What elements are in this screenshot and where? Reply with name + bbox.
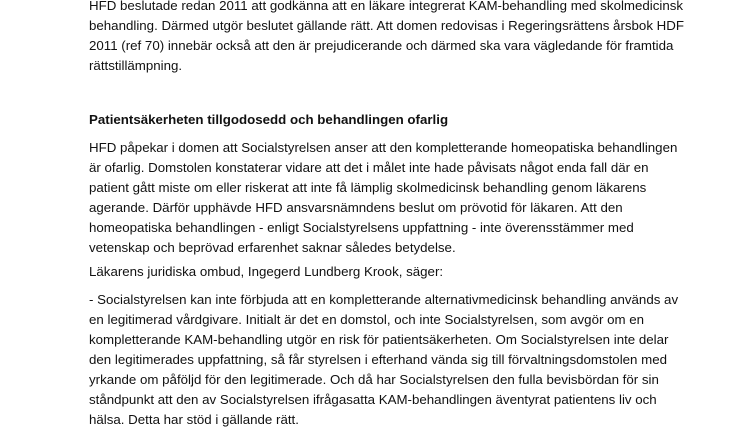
paragraph-hfd-decision (89, 0, 684, 76)
paragraph-counsel-intro (89, 262, 443, 282)
text-line: homeopatiska behandlingen - enligt Socialstyrelsens uppfattning - inte överensstämmer med (89, 220, 634, 235)
text-line: vetenskap och beprövad erfarenhet saknar således betydelse. (89, 240, 456, 255)
text-line: en legitimerad vårdgivare. Initialt är det en domstol, och inte Socialstyrelsen, som avgör om en (89, 312, 645, 327)
text-line: - Socialstyrelsen kan inte förbjuda att en kompletterande alternativmedicinsk behandling används av (89, 292, 679, 307)
text-line: behandling. Därmed utgör beslutet gällande rätt. Att domen redovisas i Regeringsrättens årsbok HDF (89, 18, 684, 33)
text-line: yrkande om påföljd för den legitimerade. Och då har Socialstyrelsen den fulla bevisbördan för sin (89, 372, 659, 387)
text-line: HFD beslutade redan 2011 att godkänna att en läkare integrerat KAM-behandling med skolmedicinsk (89, 0, 684, 13)
text-line: den legitimerades uppfattning, så får styrelsen i efterhand vända sig till förvaltningsdomstolen med (89, 352, 667, 367)
text-line: ståndpunkt att den av Socialstyrelsen ifrågasatta KAM-behandlingen äventyrat patientens liv och (89, 392, 657, 407)
text-line: rättstillämpning. (89, 58, 183, 73)
text-line: 2011 (ref 70) innebär också att den är prejudicerande och därmed ska vara vägledande för framtida (89, 38, 674, 53)
text-line: Läkarens juridiska ombud, Ingegerd Lundberg Krook, säger: (89, 264, 444, 279)
text-line: patient gått miste om eller riskerat att inte få lämplig skolmedicinsk behandling genom läkarens (89, 180, 647, 195)
paragraph-counsel-quote (89, 290, 678, 430)
text-line: hälsa. Detta har stöd i gällande rätt. (89, 412, 299, 427)
text-line: agerande. Därför upphävde HFD ansvarsnämndens beslut om prövotid för läkaren. Att den (89, 200, 623, 215)
text-line: kompletterande KAM-behandling utgör en risk för patientsäkerheten. Om Socialstyrelsen inte delar (89, 332, 669, 347)
paragraph-hfd-notes (89, 138, 677, 258)
text-line: HFD påpekar i domen att Socialstyrelsen anser att den kompletterande homeopatiska behandlingen (89, 140, 678, 155)
section-heading: Patientsäkerheten tillgodosedd och behandlingen ofarlig (89, 112, 449, 127)
text-line: är ofarlig. Domstolen konstaterar vidare att det i målet inte hade påvisats något enda fall där en (89, 160, 649, 175)
